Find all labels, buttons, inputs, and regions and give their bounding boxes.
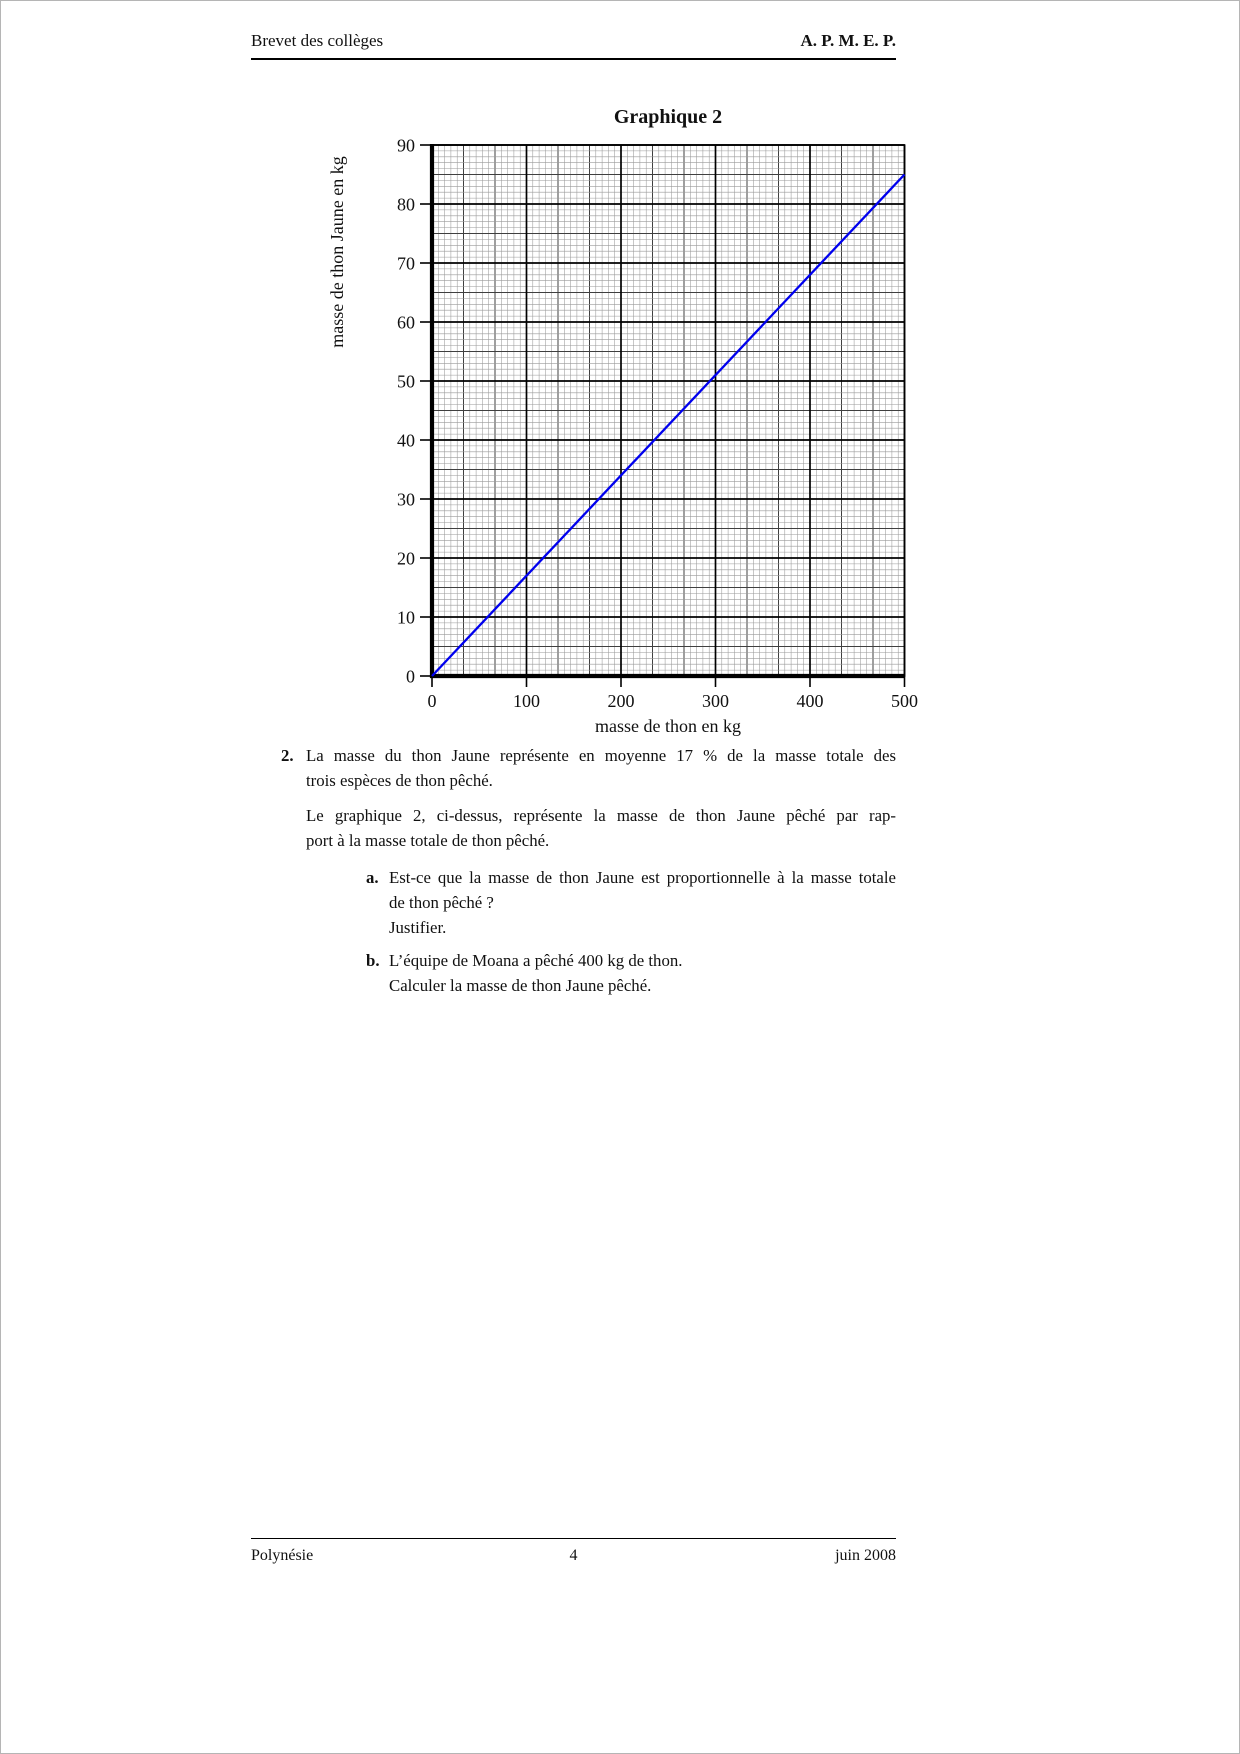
- chart-title: Graphique 2: [613, 106, 723, 128]
- axes: [420, 144, 905, 687]
- text-line: de thon pêché ?: [389, 893, 494, 912]
- text-line: Justifier.: [389, 918, 447, 937]
- x-tick-label: 0: [427, 691, 437, 711]
- footer-page-number: 4: [569, 1547, 578, 1564]
- data-line: [432, 175, 905, 677]
- y-tick-label: 50: [397, 371, 415, 392]
- text-line: Calculer la masse de thon Jaune pêché.: [389, 976, 652, 995]
- x-axis-label: masse de thon en kg: [595, 716, 741, 736]
- footer-left-text: Polynésie: [251, 1547, 314, 1564]
- y-axis-label: masse de thon Jaune en kg: [327, 156, 347, 348]
- grid-lines: [432, 145, 905, 676]
- y-tick-label: 10: [397, 607, 415, 628]
- page-header: [251, 31, 896, 60]
- question-2b-letter: b.: [366, 951, 380, 970]
- y-tick-label: 0: [406, 666, 415, 687]
- question-block: [251, 743, 896, 998]
- x-tick-label: 200: [607, 691, 635, 711]
- text-line: port à la masse totale de thon pêché.: [306, 831, 550, 850]
- y-tick-label: 40: [397, 430, 415, 451]
- y-tick-label: 20: [397, 548, 415, 569]
- text-line: Le graphique 2, ci-dessus, représente la masse de thon Jaune pêché par rap-: [306, 806, 896, 825]
- x-tick-label: 400: [796, 691, 824, 711]
- question-2-number: 2.: [281, 746, 294, 765]
- y-tick-label: 70: [397, 253, 415, 274]
- question-2a-letter: a.: [366, 868, 379, 887]
- footer-right-text: juin 2008: [835, 1547, 896, 1564]
- page-footer: [251, 1538, 896, 1565]
- y-tick-label: 80: [397, 194, 415, 215]
- y-tick-label: 90: [397, 135, 415, 156]
- header-right-text: A. P. M. E. P.: [800, 31, 896, 50]
- text-line: trois espèces de thon pêché.: [306, 771, 493, 790]
- series-line: [432, 175, 905, 677]
- x-tick-label: 100: [513, 691, 540, 711]
- question-2a: [306, 865, 896, 940]
- y-tick-label: 60: [397, 312, 415, 333]
- text-line: L’équipe de Moana a pêché 400 kg de thon.: [389, 951, 683, 970]
- text-line: Est-ce que la masse de thon Jaune est proportionnelle à la masse totale: [389, 868, 896, 887]
- text-line: La masse du thon Jaune représente en moyenne 17 % de la masse totale des: [306, 746, 896, 765]
- graph-figure: [321, 96, 921, 756]
- x-tick-label: 300: [702, 691, 729, 711]
- question-2: [251, 743, 896, 998]
- header-left-text: Brevet des collèges: [251, 31, 384, 50]
- question-2b: [306, 948, 896, 998]
- x-tick-label: 500: [891, 691, 918, 711]
- y-tick-label: 30: [397, 489, 415, 510]
